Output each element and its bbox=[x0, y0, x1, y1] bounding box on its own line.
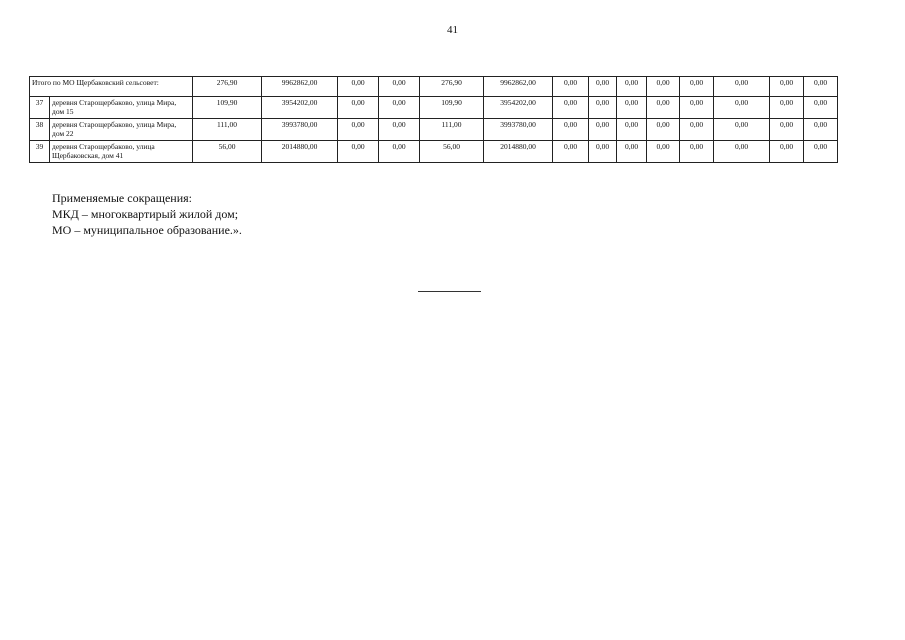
table-cell: 0,00 bbox=[714, 77, 770, 97]
table-row bbox=[30, 119, 838, 141]
table-cell: 9962862,00 bbox=[262, 77, 338, 97]
table-cell: 0,00 bbox=[338, 97, 379, 119]
table-cell: 0,00 bbox=[680, 119, 714, 141]
table-cell: 3993780,00 bbox=[484, 119, 553, 141]
table-row bbox=[30, 141, 838, 163]
table-cell: 0,00 bbox=[553, 141, 589, 163]
table-cell: 0,00 bbox=[770, 97, 804, 119]
table-cell: 0,00 bbox=[553, 77, 589, 97]
table-cell: 0,00 bbox=[647, 119, 680, 141]
table-cell: 0,00 bbox=[338, 77, 379, 97]
table-cell: 0,00 bbox=[714, 119, 770, 141]
table-cell: 2014880,00 bbox=[262, 141, 338, 163]
table-cell: 0,00 bbox=[338, 141, 379, 163]
table-cell: 276,90 bbox=[193, 77, 262, 97]
row-number: 38 bbox=[30, 119, 50, 141]
table-cell: 0,00 bbox=[617, 119, 647, 141]
notes-heading: Применяемые сокращения: bbox=[52, 191, 193, 205]
table-cell: 0,00 bbox=[617, 141, 647, 163]
table-cell: 0,00 bbox=[379, 141, 420, 163]
table-cell: 0,00 bbox=[589, 97, 617, 119]
table-cell: 0,00 bbox=[589, 119, 617, 141]
data-table bbox=[29, 76, 838, 163]
notes-line-mo: МО – муниципальное образование.». bbox=[52, 223, 242, 237]
table-cell: 3954202,00 bbox=[484, 97, 553, 119]
total-label: Итого по МО Щербаковский сельсовет: bbox=[30, 77, 193, 97]
table-cell: 0,00 bbox=[589, 141, 617, 163]
table-cell: 0,00 bbox=[379, 119, 420, 141]
table-cell: 0,00 bbox=[589, 77, 617, 97]
table-cell: 109,90 bbox=[420, 97, 484, 119]
table-cell: 0,00 bbox=[680, 77, 714, 97]
table-row-total bbox=[30, 77, 838, 97]
table-cell: 0,00 bbox=[553, 119, 589, 141]
row-address: деревня Старощербаково, улица Мира, дом 15 bbox=[50, 97, 193, 119]
row-address: деревня Старощербаково, улица Щербаковская, дом 41 bbox=[50, 141, 193, 163]
table-row bbox=[30, 97, 838, 119]
table-cell: 0,00 bbox=[714, 97, 770, 119]
table-cell: 0,00 bbox=[680, 141, 714, 163]
table-cell: 3993780,00 bbox=[262, 119, 338, 141]
end-divider-line bbox=[418, 291, 481, 292]
table-cell: 109,90 bbox=[193, 97, 262, 119]
table-cell: 0,00 bbox=[617, 97, 647, 119]
table-cell: 56,00 bbox=[420, 141, 484, 163]
table-cell: 0,00 bbox=[617, 77, 647, 97]
table-cell: 0,00 bbox=[714, 141, 770, 163]
table-cell: 0,00 bbox=[804, 141, 838, 163]
page-number: 41 bbox=[447, 24, 458, 36]
table-cell: 0,00 bbox=[680, 97, 714, 119]
table-cell: 0,00 bbox=[804, 119, 838, 141]
table-cell: 3954202,00 bbox=[262, 97, 338, 119]
row-address: деревня Старощербаково, улица Мира, дом 22 bbox=[50, 119, 193, 141]
table-cell: 0,00 bbox=[804, 97, 838, 119]
table-cell: 9962862,00 bbox=[484, 77, 553, 97]
table-cell: 2014880,00 bbox=[484, 141, 553, 163]
table-cell: 0,00 bbox=[647, 77, 680, 97]
table-cell: 0,00 bbox=[379, 77, 420, 97]
table-cell: 0,00 bbox=[770, 119, 804, 141]
row-number: 37 bbox=[30, 97, 50, 119]
abbreviations-notes bbox=[52, 190, 242, 238]
table-cell: 276,90 bbox=[420, 77, 484, 97]
table-cell: 111,00 bbox=[420, 119, 484, 141]
table-cell: 111,00 bbox=[193, 119, 262, 141]
table-cell: 0,00 bbox=[379, 97, 420, 119]
table-cell: 0,00 bbox=[338, 119, 379, 141]
table-cell: 0,00 bbox=[647, 141, 680, 163]
table-cell: 0,00 bbox=[647, 97, 680, 119]
table-cell: 0,00 bbox=[770, 77, 804, 97]
row-number: 39 bbox=[30, 141, 50, 163]
table-cell: 56,00 bbox=[193, 141, 262, 163]
table-cell: 0,00 bbox=[553, 97, 589, 119]
table-cell: 0,00 bbox=[804, 77, 838, 97]
notes-line-mkd: МКД – многоквартирый жилой дом; bbox=[52, 207, 239, 221]
table-cell: 0,00 bbox=[770, 141, 804, 163]
